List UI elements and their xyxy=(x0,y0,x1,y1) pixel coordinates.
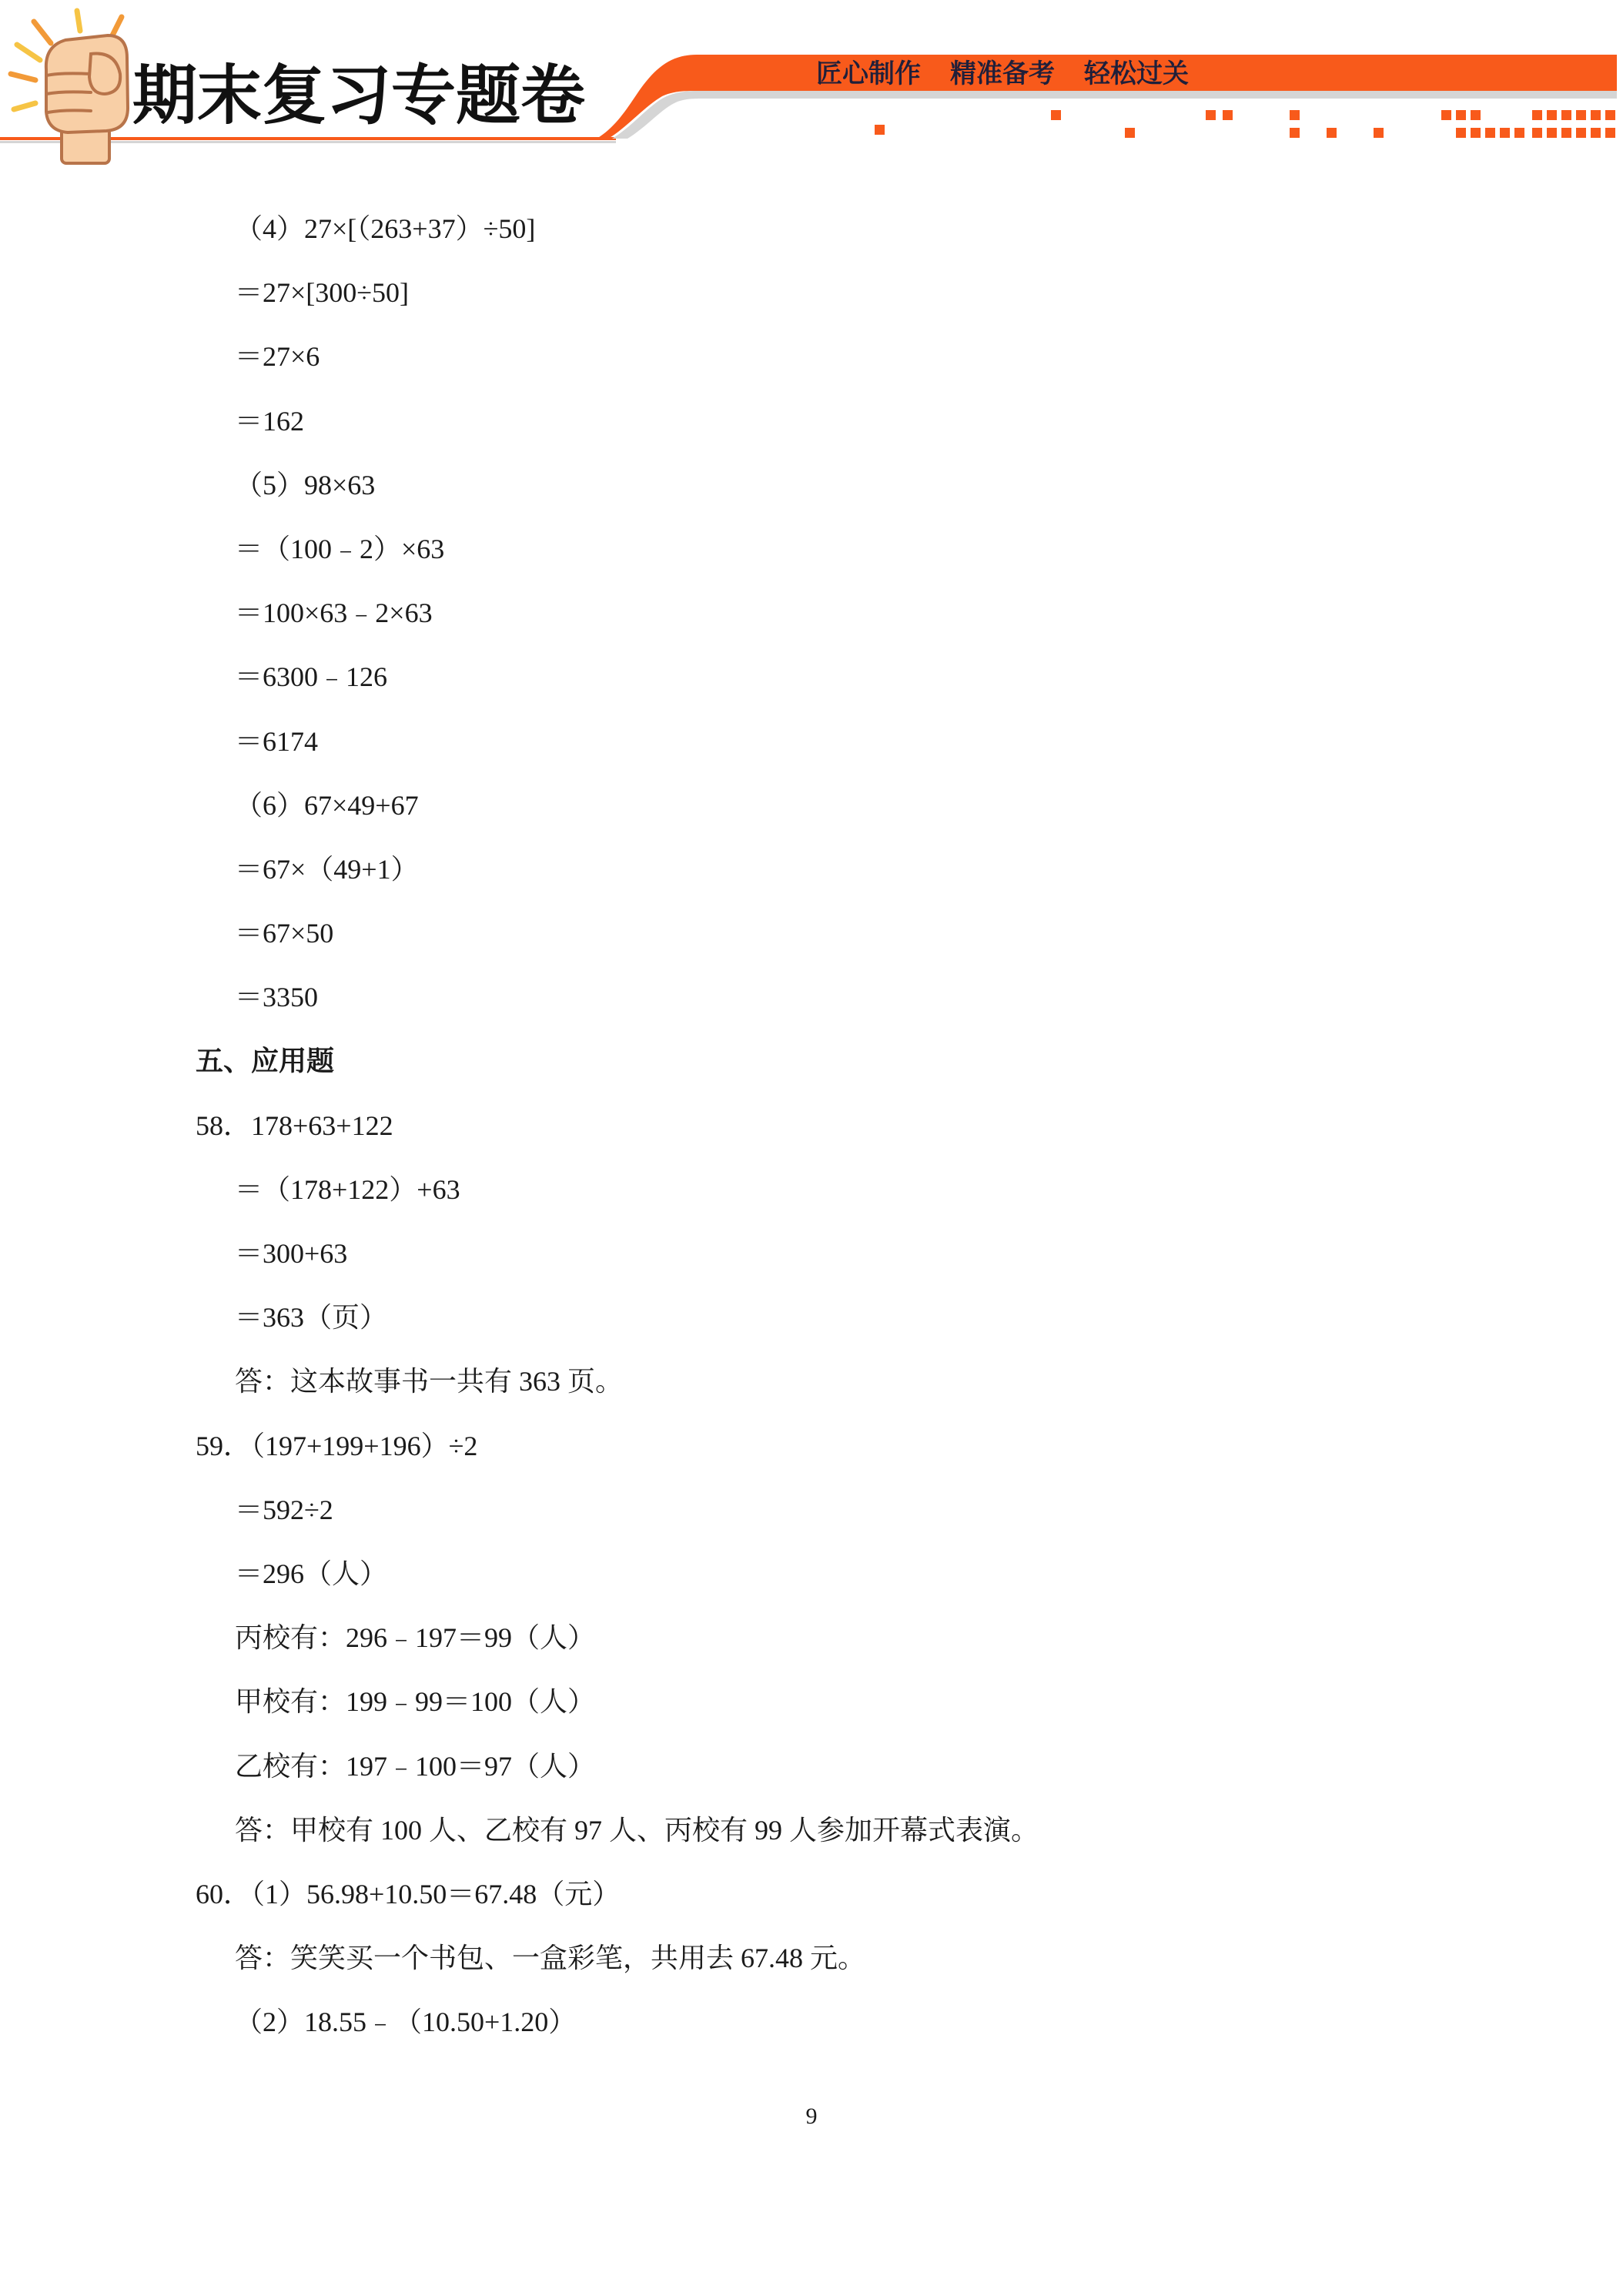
ray xyxy=(11,74,35,80)
decor-square xyxy=(1374,128,1384,138)
problem-59 xyxy=(0,1414,1623,1863)
equation-line: （4）27×[（263+37）÷50] xyxy=(235,213,536,244)
equation-line: ＝27×6 xyxy=(235,341,320,373)
decor-square xyxy=(1605,110,1615,120)
problem-58 xyxy=(0,1094,1623,1414)
decor-square xyxy=(1441,110,1451,120)
ray xyxy=(14,103,35,109)
decor-squares xyxy=(875,110,1615,138)
ray xyxy=(34,22,51,43)
equation-line: （6）67×49+67 xyxy=(235,789,419,821)
problem-number-line: 60．（1）56.98+10.50＝67.48（元） xyxy=(196,1878,621,1909)
slogan-item: 精准备考 xyxy=(950,59,1055,89)
equation-line: （2）18.55﹣（10.50+1.20） xyxy=(235,2006,577,2038)
decor-square xyxy=(1206,110,1216,120)
decor-square xyxy=(1605,128,1615,138)
decor-square xyxy=(1125,128,1135,138)
equation-line: ＝67×50 xyxy=(235,918,334,949)
raised-fist-icon xyxy=(11,11,128,163)
section-heading: 五、应用题 xyxy=(196,1045,335,1078)
equation-line: ＝592÷2 xyxy=(235,1494,333,1525)
decor-square xyxy=(1514,128,1524,138)
solution-content xyxy=(0,197,1623,2054)
equation-line: 甲校有：199﹣99＝100（人） xyxy=(235,1686,596,1718)
equation-line: ＝67×（49+1） xyxy=(235,853,419,885)
equation-line: ＝363（页） xyxy=(235,1302,388,1334)
decor-square xyxy=(1223,110,1233,120)
decor-square xyxy=(1485,128,1495,138)
decor-square xyxy=(1561,110,1571,120)
slogan-item: 轻松过关 xyxy=(1084,59,1189,89)
decor-square xyxy=(1547,110,1557,120)
page-title: 期末复习专题卷 xyxy=(132,58,586,133)
equation-line: ＝296（人） xyxy=(235,1558,388,1589)
decor-square xyxy=(1591,110,1601,120)
page-number: 9 xyxy=(805,2104,818,2129)
decor-square xyxy=(1576,110,1586,120)
equation-line: （5）98×63 xyxy=(235,469,376,500)
equation-line: ＝（178+122）+63 xyxy=(235,1173,460,1205)
decor-square xyxy=(1471,128,1481,138)
equation-line: ＝3350 xyxy=(235,982,319,1013)
equation-line: ＝27×[300÷50] xyxy=(235,277,410,309)
decor-square xyxy=(1051,110,1061,120)
ray xyxy=(17,45,40,60)
decor-square xyxy=(1500,128,1510,138)
problem-60 xyxy=(0,1863,1623,2055)
decor-square xyxy=(1561,128,1571,138)
equation-line: 乙校有：197﹣100＝97（人） xyxy=(235,1750,596,1782)
equation-line: ＝6300﹣126 xyxy=(235,661,388,693)
decor-square xyxy=(1456,128,1466,138)
equation-line: ＝（100﹣2）×63 xyxy=(235,533,445,564)
answer-sentence: 答：甲校有 100 人、乙校有 97 人、丙校有 99 人参加开幕式表演。 xyxy=(235,1814,1039,1846)
equation-line: ＝6174 xyxy=(235,725,319,757)
decor-square xyxy=(1547,128,1557,138)
equation-line: ＝300+63 xyxy=(235,1238,348,1269)
calc-part-6 xyxy=(0,774,1623,1030)
problem-number-line: 59．（197+199+196）÷2 xyxy=(196,1430,478,1461)
calc-part-4 xyxy=(0,197,1623,454)
header-slogan xyxy=(816,57,1189,91)
decor-square xyxy=(1532,110,1542,120)
answer-sentence: 答：笑笑买一个书包、一盒彩笔，共用去 67.48 元。 xyxy=(235,1943,866,1974)
decor-square xyxy=(1290,110,1300,120)
decor-square xyxy=(1290,128,1300,138)
calc-part-5 xyxy=(0,454,1623,774)
problem-number-line: 58．178+63+122 xyxy=(196,1110,393,1141)
decor-square xyxy=(1532,128,1542,138)
gray-ribbon xyxy=(612,91,1617,139)
decor-square xyxy=(1456,110,1466,120)
decor-square xyxy=(1327,128,1337,138)
equation-line: 丙校有：296﹣197＝99（人） xyxy=(235,1622,596,1654)
ray xyxy=(112,17,122,35)
answer-sentence: 答：这本故事书一共有 363 页。 xyxy=(235,1366,624,1397)
decor-square xyxy=(1471,110,1481,120)
decor-square xyxy=(1591,128,1601,138)
ray xyxy=(77,11,80,31)
equation-line: ＝162 xyxy=(235,405,305,437)
decor-square xyxy=(1576,128,1586,138)
equation-line: ＝100×63﹣2×63 xyxy=(235,597,433,629)
slogan-item: 匠心制作 xyxy=(816,59,921,89)
decor-square xyxy=(875,125,885,135)
